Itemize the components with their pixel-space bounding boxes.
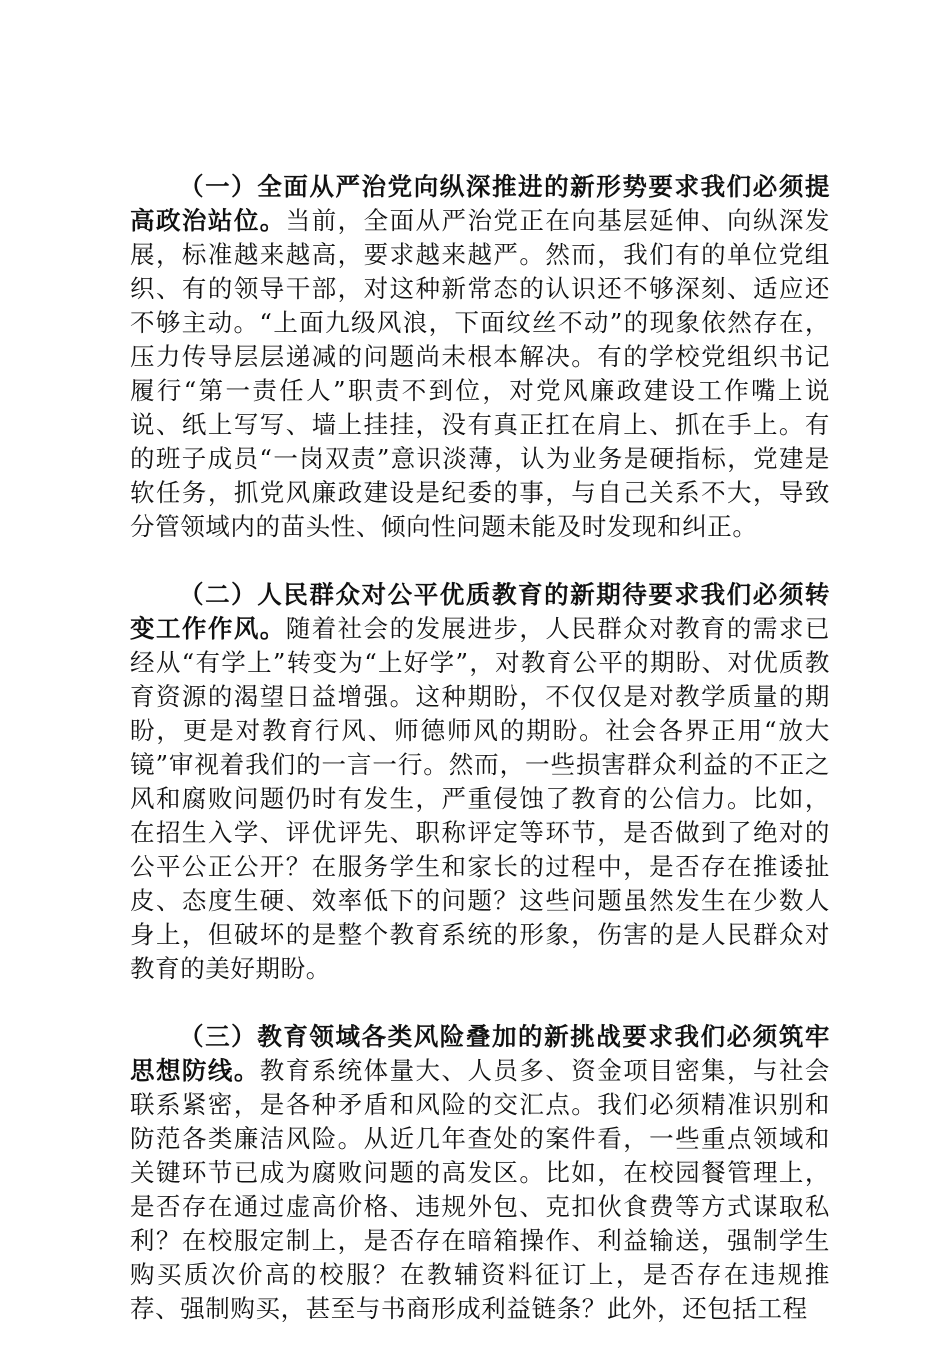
paragraph-2 bbox=[130, 578, 830, 986]
paragraph-2-body: 随着社会的发展进步，人民群众对教育的需求已经从“有学上”转变为“上好学”，对教育公平的期盼、对优质教育资源的渴望日益增强。这种期盼，不仅仅是对教学质量的期盼，更是对教育行风、师德师风的期盼。社会各界正用“放大镜”审视着我们的一言一行。然而，一些损害群众利益的不正之风和腐败问题仍时有发生，严重侵蚀了教育的公信力。比如，在招生入学、评优评先、职称评定等环节，是否做到了绝对的公平公正公开？在服务学生和家长的过程中，是否存在推诿扯皮、态度生硬、效率低下的问题？这些问题虽然发生在少数人身上，但破坏的是整个教育系统的形象，伤害的是人民群众对教育的美好期盼。 bbox=[130, 614, 830, 983]
paragraph-1-heading: （一）全面从严治党向纵深推进的新形势要求我们必须提高政治站位。 bbox=[130, 172, 830, 235]
paragraph-3-heading: （三）教育领域各类风险叠加的新挑战要求我们必须筑牢思想防线。 bbox=[130, 1022, 830, 1085]
paragraph-3 bbox=[130, 1020, 830, 1326]
paragraph-3-body: 教育系统体量大、人员多、资金项目密集，与社会联系紧密，是各种矛盾和风险的交汇点。我们必须精准识别和防范各类廉洁风险。从近几年查处的案件看，一些重点领域和关键环节已成为腐败问题的高发区。比如，在校园餐管理上，是否存在通过虚高价格、违规外包、克扣伙食费等方式谋取私利？在校服定制上，是否存在暗箱操作、利益输送，强制学生购买质次价高的校服？在教辅资料征订上，是否存在违规推荐、强制购买，甚至与书商形成利益链条？此外，还包括工程 bbox=[130, 1056, 831, 1323]
paragraph-1 bbox=[130, 170, 830, 544]
paragraph-2-heading: （二）人民群众对公平优质教育的新期待要求我们必须转变工作作风。 bbox=[130, 580, 830, 643]
paragraph-1-body: 当前，全面从严治党正在向基层延伸、向纵深发展，标准越来越高，要求越来越严。然而，我们有的单位党组织、有的领导干部，对这种新常态的认识还不够深刻、适应还不够主动。“上面九级风浪，下面纹丝不动”的现象依然存在，压力传导层层递减的问题尚未根本解决。有的学校党组织书记履行“第一责任人”职责不到位，对党风廉政建设工作嘴上说说、纸上写写、墙上挂挂，没有真正扛在肩上、抓在手上。有的班子成员“一岗双责”意识淡薄，认为业务是硬指标，党建是软任务，抓党风廉政建设是纪委的事，与自己关系不大，导致分管领域内的苗头性、倾向性问题未能及时发现和纠正。 bbox=[130, 206, 830, 541]
document-page bbox=[130, 170, 830, 1360]
